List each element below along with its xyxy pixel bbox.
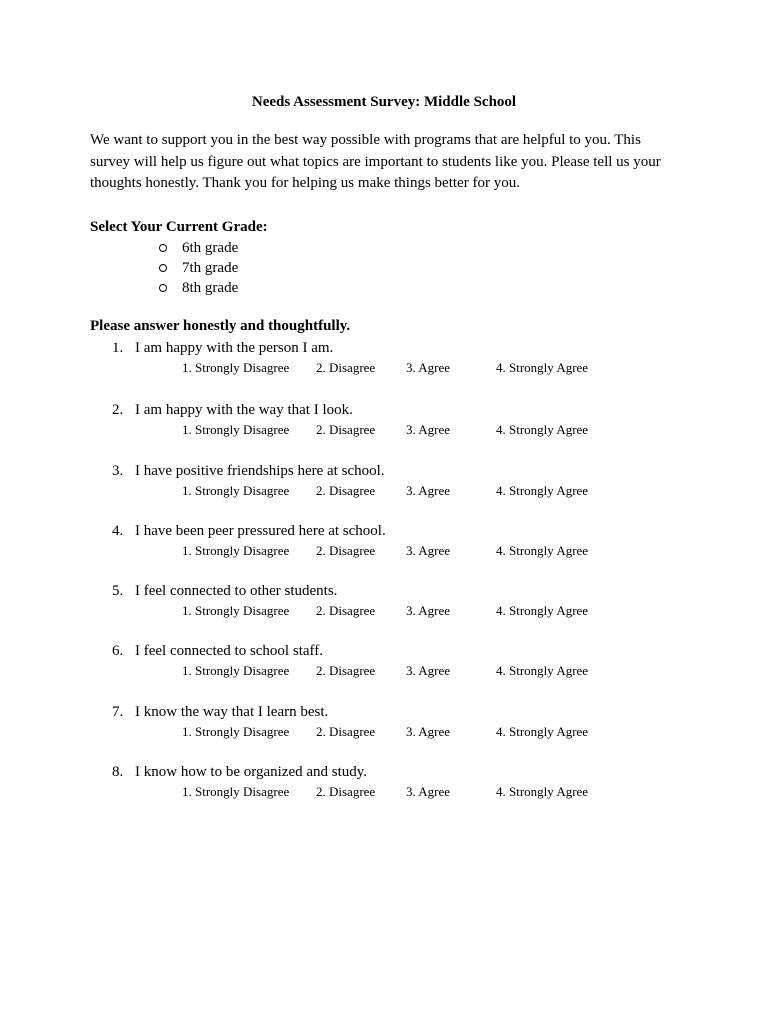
instructions-heading: Please answer honestly and thoughtfully. (90, 318, 351, 334)
scale-option-agree[interactable]: 3. Agree (406, 483, 451, 498)
rating-scale (182, 359, 602, 377)
rating-scale (182, 783, 602, 801)
question-text: I feel connected to school staff. (135, 643, 323, 659)
grade-options (158, 238, 238, 298)
scale-option-agree[interactable]: 3. Agree (406, 663, 451, 678)
scale-option-strongly-disagree[interactable]: 1. Strongly Disagree (182, 360, 290, 375)
rating-scale (182, 542, 602, 560)
scale-option-disagree[interactable]: 2. Disagree (316, 483, 376, 498)
scale-option-strongly-agree[interactable]: 4. Strongly Agree (496, 663, 589, 678)
scale-option-disagree[interactable]: 2. Disagree (316, 422, 376, 437)
scale-option-strongly-disagree[interactable]: 1. Strongly Disagree (182, 603, 290, 618)
scale-option-strongly-disagree[interactable]: 1. Strongly Disagree (182, 422, 290, 437)
question-number: 1. (112, 340, 124, 356)
rating-scale (182, 482, 602, 500)
grade-option-8th[interactable] (158, 278, 238, 298)
question-number: 4. (112, 523, 124, 539)
scale-option-agree[interactable]: 3. Agree (406, 360, 451, 375)
scale-option-agree[interactable]: 3. Agree (406, 422, 451, 437)
rating-scale (182, 662, 602, 680)
question-item (0, 521, 768, 565)
scale-option-strongly-agree[interactable]: 4. Strongly Agree (496, 422, 589, 437)
question-text: I have positive friendships here at school. (135, 463, 385, 479)
radio-circle-icon[interactable] (159, 264, 167, 272)
scale-option-strongly-agree[interactable]: 4. Strongly Agree (496, 360, 589, 375)
question-item (0, 461, 768, 505)
scale-option-strongly-agree[interactable]: 4. Strongly Agree (496, 543, 589, 558)
question-number: 2. (112, 402, 124, 418)
scale-option-disagree[interactable]: 2. Disagree (316, 784, 376, 799)
grade-option-label: 7th grade (182, 260, 239, 276)
scale-option-strongly-disagree[interactable]: 1. Strongly Disagree (182, 483, 290, 498)
scale-option-strongly-agree[interactable]: 4. Strongly Agree (496, 724, 589, 739)
scale-option-agree[interactable]: 3. Agree (406, 603, 451, 618)
scale-option-strongly-disagree[interactable]: 1. Strongly Disagree (182, 543, 290, 558)
radio-circle-icon[interactable] (159, 244, 167, 252)
question-item (0, 702, 768, 746)
question-text: I know the way that I learn best. (135, 704, 329, 720)
grade-heading: Select Your Current Grade: (90, 219, 268, 235)
scale-option-strongly-agree[interactable]: 4. Strongly Agree (496, 603, 589, 618)
page-title: Needs Assessment Survey: Middle School (251, 94, 517, 110)
grade-option-7th[interactable] (158, 258, 238, 278)
question-number: 3. (112, 463, 124, 479)
scale-option-disagree[interactable]: 2. Disagree (316, 360, 376, 375)
question-text: I am happy with the person I am. (135, 340, 334, 356)
question-text: I have been peer pressured here at school. (135, 523, 386, 539)
question-number: 8. (112, 764, 124, 780)
grade-option-label: 6th grade (182, 240, 239, 256)
scale-option-strongly-agree[interactable]: 4. Strongly Agree (496, 483, 589, 498)
scale-option-agree[interactable]: 3. Agree (406, 724, 451, 739)
question-item (0, 641, 768, 685)
scale-option-agree[interactable]: 3. Agree (406, 784, 451, 799)
question-text: I feel connected to other students. (135, 583, 338, 599)
scale-option-strongly-disagree[interactable]: 1. Strongly Disagree (182, 663, 290, 678)
radio-circle-icon[interactable] (159, 284, 167, 292)
scale-option-disagree[interactable]: 2. Disagree (316, 543, 376, 558)
grade-option-6th[interactable] (158, 238, 238, 258)
question-number: 7. (112, 704, 124, 720)
rating-scale (182, 723, 602, 741)
scale-option-strongly-disagree[interactable]: 1. Strongly Disagree (182, 724, 290, 739)
scale-option-strongly-agree[interactable]: 4. Strongly Agree (496, 784, 589, 799)
intro-paragraph (90, 130, 680, 195)
scale-option-disagree[interactable]: 2. Disagree (316, 663, 376, 678)
grade-option-label: 8th grade (182, 280, 239, 296)
question-number: 5. (112, 583, 124, 599)
question-text: I know how to be organized and study. (135, 764, 368, 780)
scale-option-agree[interactable]: 3. Agree (406, 543, 451, 558)
question-item (0, 400, 768, 444)
question-item (0, 338, 768, 382)
question-number: 6. (112, 643, 124, 659)
question-item (0, 762, 768, 806)
intro-text: We want to support you in the best way possible with programs that are helpful to you. This survey will help us figure out what topics are important to students like you. Please tell us your thoughts honestly. Thank you for helping us make things better for you. (90, 132, 661, 191)
scale-option-strongly-disagree[interactable]: 1. Strongly Disagree (182, 784, 290, 799)
scale-option-disagree[interactable]: 2. Disagree (316, 724, 376, 739)
question-text: I am happy with the way that I look. (135, 402, 353, 418)
question-item (0, 581, 768, 625)
rating-scale (182, 421, 602, 439)
rating-scale (182, 602, 602, 620)
scale-option-disagree[interactable]: 2. Disagree (316, 603, 376, 618)
